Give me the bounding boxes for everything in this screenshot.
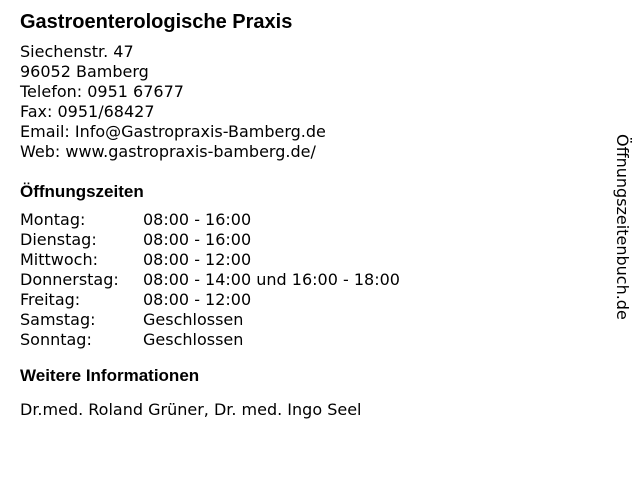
doctors-names: Dr.med. Roland Grüner, Dr. med. Ingo Seel [20,400,362,419]
hours-row-sunday [20,330,600,350]
further-info-heading: Weitere Informationen [20,366,200,385]
hours-day: Dienstag: [20,230,97,249]
hours-day: Montag: [20,210,86,229]
hours-time: Geschlossen [143,330,244,349]
hours-time: 08:00 - 14:00 und 16:00 - 18:00 [143,270,400,289]
hours-day: Mittwoch: [20,250,98,269]
hours-row-tuesday [20,230,600,250]
hours-row-friday [20,290,600,310]
hours-day: Freitag: [20,290,81,309]
email-address: Email: Info@Gastropraxis-Bamberg.de [20,122,326,141]
hours-row-monday [20,210,600,230]
practice-card [20,10,600,420]
address-city: 96052 Bamberg [20,62,149,81]
hours-row-wednesday [20,250,600,270]
practice-title: Gastroenterologische Praxis [20,11,293,33]
site-watermark-label: Öffnungszeitenbuch.de [613,134,632,320]
hours-time: Geschlossen [143,310,244,329]
opening-hours-heading: Öffnungszeiten [20,182,144,201]
hours-day: Donnerstag: [20,270,119,289]
phone-number: Telefon: 0951 67677 [20,82,184,101]
hours-day: Samstag: [20,310,96,329]
hours-time: 08:00 - 12:00 [143,250,252,269]
hours-time: 08:00 - 12:00 [143,290,252,309]
hours-row-saturday [20,310,600,330]
hours-time: 08:00 - 16:00 [143,230,252,249]
hours-time: 08:00 - 16:00 [143,210,252,229]
website-address: Web: www.gastropraxis-bamberg.de/ [20,142,316,161]
fax-number: Fax: 0951/68427 [20,102,155,121]
address-street: Siechenstr. 47 [20,42,134,61]
address-block [20,42,600,162]
opening-hours-list [20,210,600,350]
hours-day: Sonntag: [20,330,92,349]
hours-row-thursday [20,270,600,290]
